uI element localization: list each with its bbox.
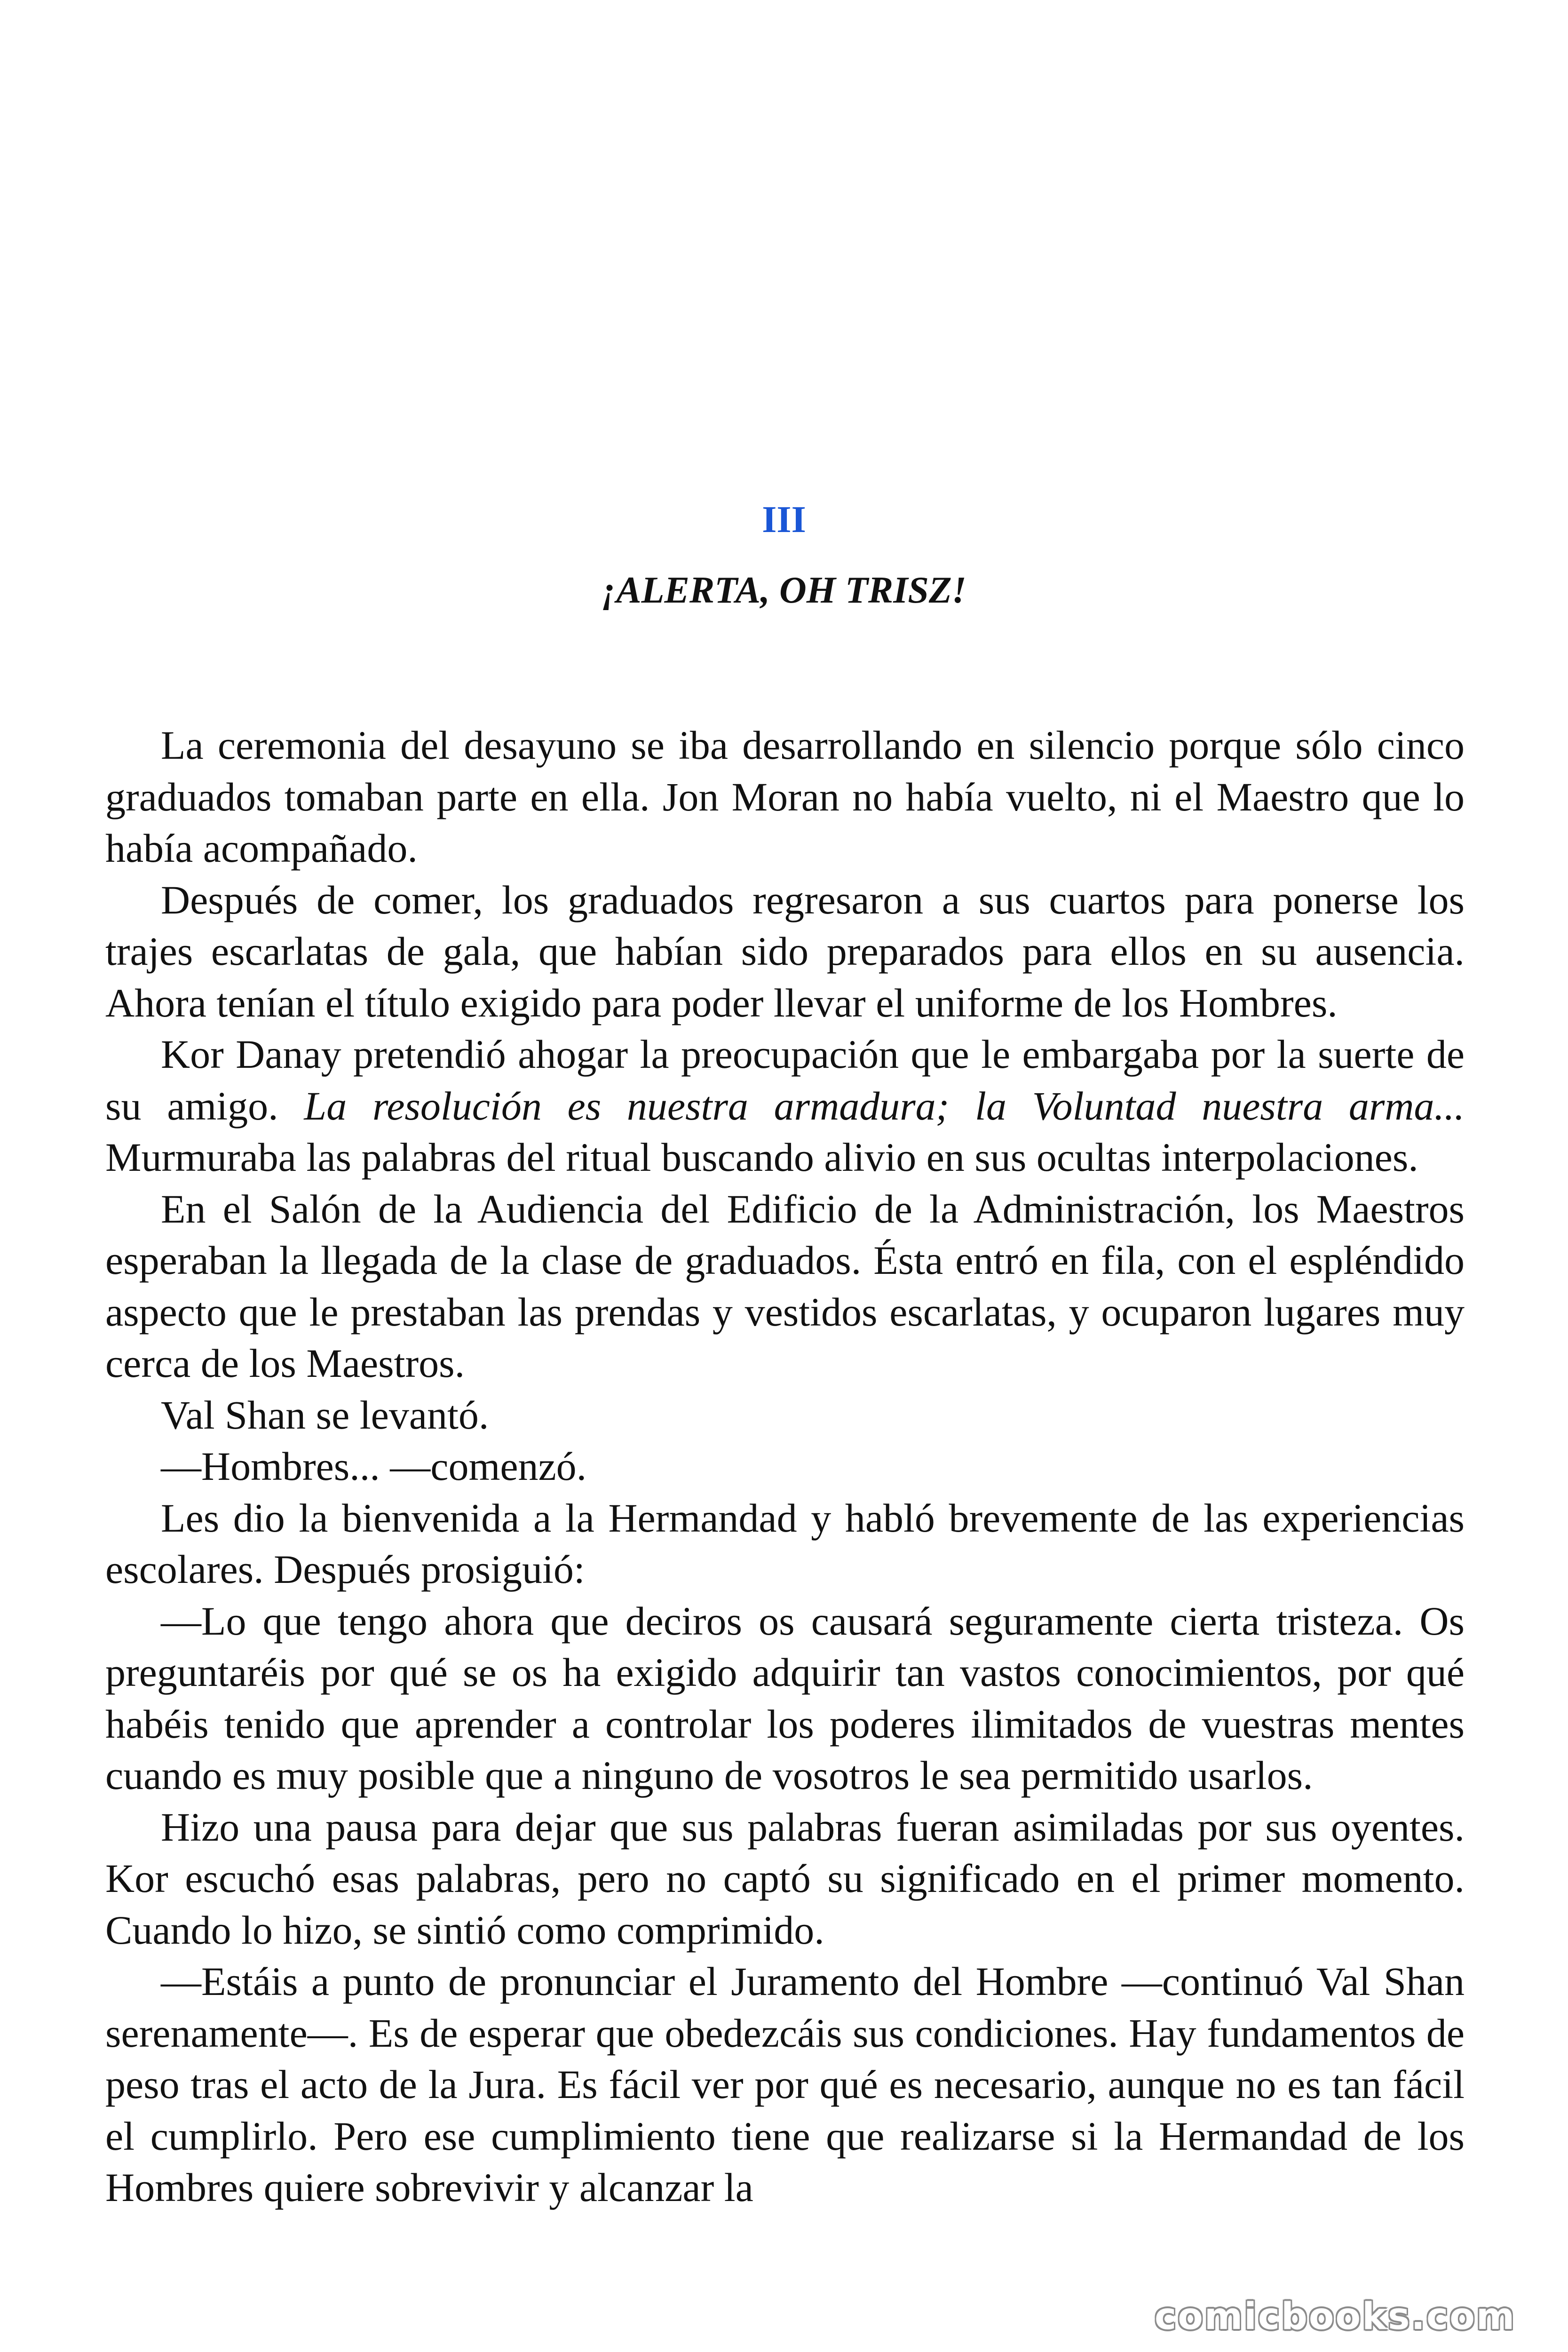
- paragraph: —Lo que tengo ahora que deciros os causará seguramente cierta tristeza. Os preguntaréis por qué se os ha exigido adquirir tan vastos conocimientos, por qué habéis tenido que aprender a controlar los poderes ilimitados de vuestras mentes cuando es muy posible que a ninguno de vosotros le sea permitido usarlos.: [105, 1598, 1465, 1798]
- paragraph: —Hombres... —comenzó.: [161, 1444, 587, 1489]
- paragraph: La ceremonia del desayuno se iba desarrollando en silencio porque sólo cinco graduados tomaban parte en ella. Jon Moran no había vuelto, ni el Maestro que lo había acompañado.: [105, 723, 1465, 871]
- paragraph: Hizo una pausa para dejar que sus palabras fueran asimiladas por sus oyentes. Kor escuchó esas palabras, pero no captó su significado en el primer momento. Cuando lo hizo, se sintió como comprimido.: [105, 1804, 1465, 1953]
- paragraph: En el Salón de la Audiencia del Edificio de la Administración, los Maestros esperaban la llegada de la clase de graduados. Ésta entró en fila, con el espléndido aspecto que le prestaban las prendas y vestidos escarlatas, y ocuparon lugares muy cerca de los Maestros.: [105, 1186, 1465, 1386]
- site-watermark: comicbooks.com: [1155, 2296, 1516, 2338]
- paragraph: Después de comer, los graduados regresaron a sus cuartos para ponerse los trajes escarlatas de gala, que habían sido preparados para ellos en su ausencia. Ahora tenían el título exigido para poder llevar el uniforme de los Hombres.: [105, 877, 1465, 1025]
- paragraph: [105, 1029, 1465, 1184]
- chapter-body: [105, 720, 1465, 2214]
- chapter-title: ¡ALERTA, OH TRISZ!: [602, 570, 966, 611]
- paragraph: —Estáis a punto de pronunciar el Juramento del Hombre —continuó Val Shan serenamente—. Es de esperar que obedezcáis sus condiciones. Hay fundamentos de peso tras el acto de la Jura. Es fácil ver por qué es necesario, aunque no es tan fácil el cumplirlo. Pero ese cumplimiento tiene que realizarse si la Hermandad de los Hombres quiere sobrevivir y alcanzar la: [105, 1959, 1465, 2210]
- chapter-number: III: [762, 499, 806, 540]
- ritual-quote: La resolución es nuestra armadura; la Voluntad nuestra arma...: [304, 1083, 1465, 1128]
- paragraph-text: Kor Danay pretendió ahogar la preocupación que le embargaba por la suerte de su amigo.: [105, 1032, 1465, 1128]
- paragraph: Les dio la bienvenida a la Hermandad y habló brevemente de las experiencias escolares. Después prosiguió:: [105, 1495, 1465, 1592]
- paragraph-text: Murmuraba las palabras del ritual buscando alivio en sus ocultas interpolaciones.: [105, 1135, 1418, 1180]
- paragraph: Val Shan se levantó.: [161, 1392, 489, 1438]
